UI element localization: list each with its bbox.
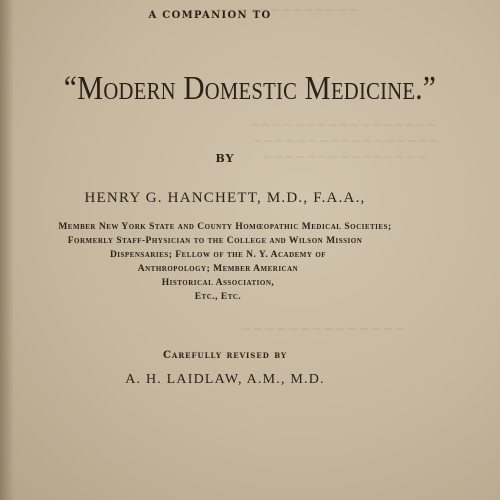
- author-credential-line: Anthropology; Member American: [137, 264, 299, 274]
- show-through-text: ~~~~~~~~~~~~~~~~~: [252, 134, 440, 148]
- show-through-text: ~~~~~~~~~~~~~: [215, 3, 359, 17]
- author-credential-line: Etc., Etc.: [194, 292, 242, 302]
- author-name: HENRY G. HANCHETT, M.D., F.A.A.,: [84, 190, 366, 206]
- author-credential-line: Dispensaries; Fellow of the N. Y. Academy of: [109, 250, 327, 260]
- companion-line: A COMPANION TO: [148, 10, 272, 21]
- author-credential-line: Historical Association,: [161, 278, 275, 288]
- author-credential-line: Member New York State and County Homœopathic Medical Societies;: [58, 222, 392, 232]
- show-through-text: ~~~~~~~~~~~~~~~: [262, 150, 428, 164]
- by-line: BY: [215, 152, 235, 165]
- reviser-name: A. H. LAIDLAW, A.M., M.D.: [125, 372, 325, 387]
- revised-by-line: Carefully revised by: [162, 350, 288, 361]
- show-through-text: ~~~~~~~~~~~~~~: [240, 322, 407, 337]
- author-credential-line: Formerly Staff-Physician to the College and Wilson Mission: [67, 236, 363, 246]
- book-title: “Modern Domestic Medicine.”: [63, 70, 437, 107]
- show-through-text: ~~~~~~~~~~~~~~~~~: [250, 118, 438, 132]
